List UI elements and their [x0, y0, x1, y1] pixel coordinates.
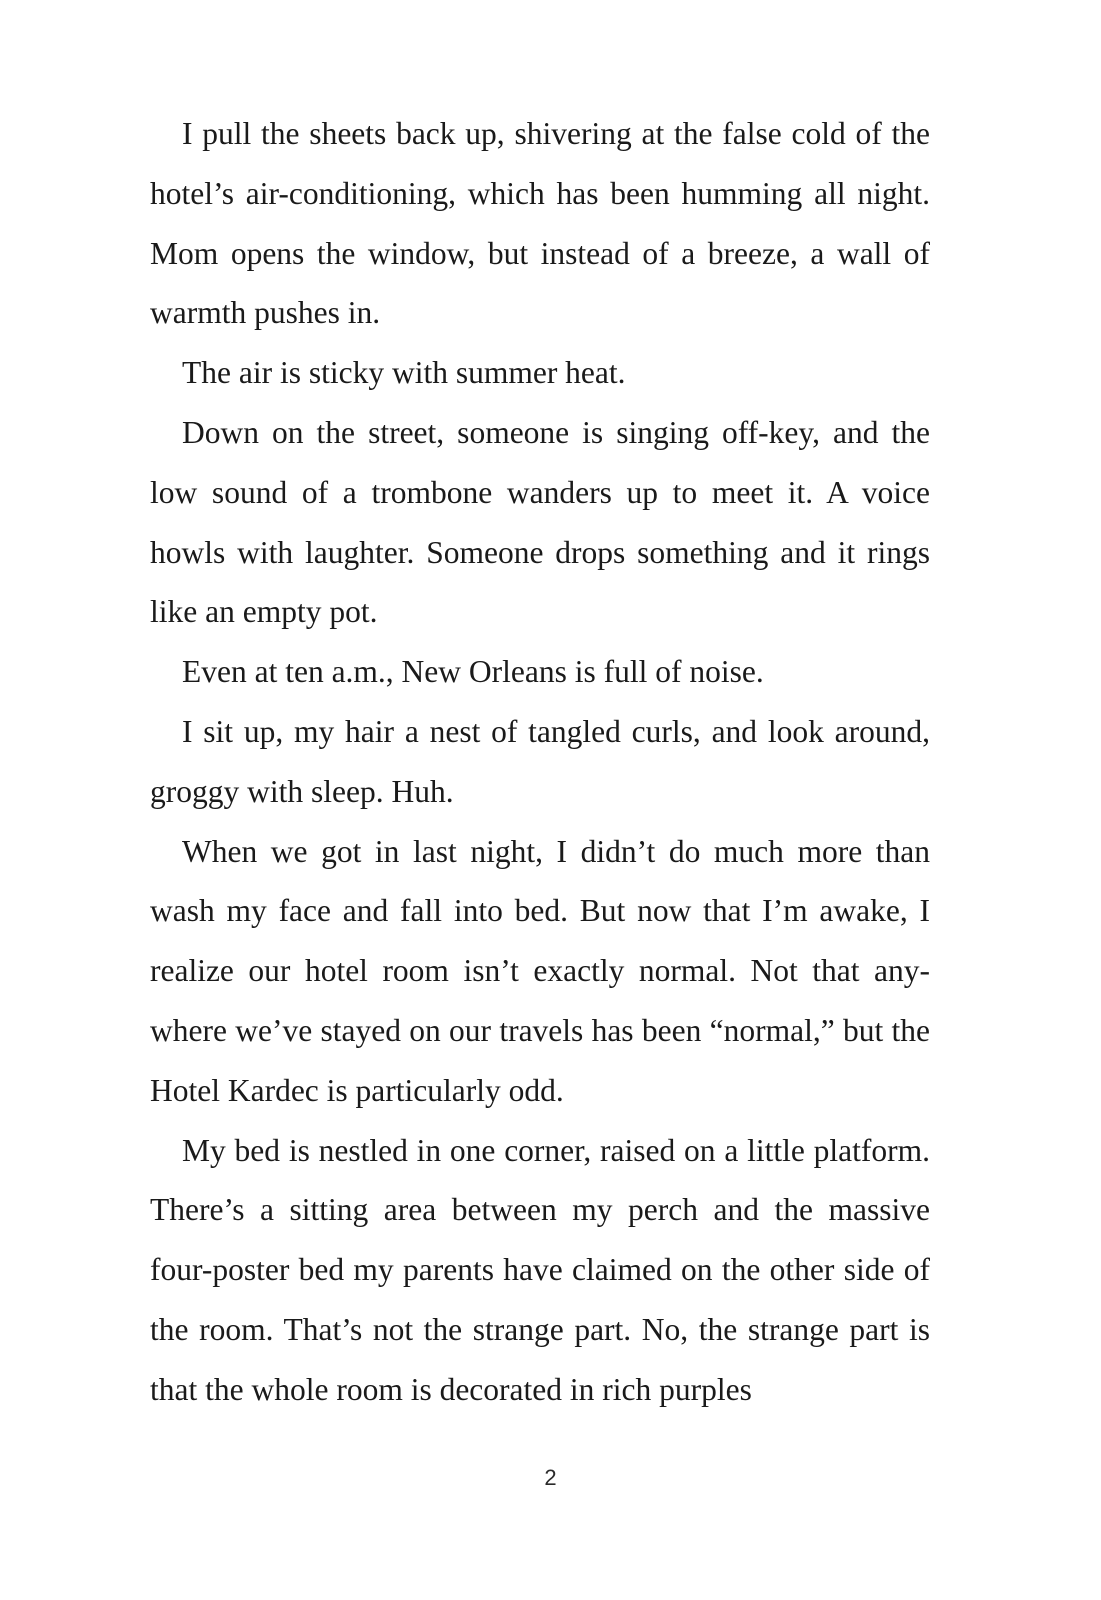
paragraph: The air is sticky with summer heat.	[182, 355, 626, 391]
paragraph: My bed is nestled in one corner, raised on a little platform. There’s a sitting area between my perch and the massive four-poster bed my parents have claimed on the other side of the room. That’s not the strange part. No, the strange part is that the whole room is decorated in rich purples	[150, 1132, 930, 1407]
paragraph: When we got in last night, I didn’t do much more than wash my face and fall into bed. But now that I’m awake, I realize our hotel room isn’t exactly normal. Not that anywhere we’ve stayed on our travels has been “normal,” but the Hotel Kardec is particularly odd.	[150, 833, 930, 1108]
paragraph: I pull the sheets back up, shivering at the false cold of the hotel’s air-conditioning, which has been humming all night. Mom opens the window, but instead of a breeze, a wall of warmth pushes in.	[150, 116, 930, 331]
paragraph: Even at ten a.m., New Orleans is full of noise.	[182, 654, 764, 690]
paragraph: Down on the street, someone is singing off-key, and the low sound of a trombone wanders up to meet it. A voice howls with laughter. Someone drops something and it rings like an empty pot.	[150, 414, 930, 630]
page-number: 2	[544, 1465, 557, 1490]
body-text	[150, 104, 930, 1420]
paragraph: I sit up, my hair a nest of tangled curls, and look around, groggy with sleep. Huh.	[150, 713, 930, 809]
